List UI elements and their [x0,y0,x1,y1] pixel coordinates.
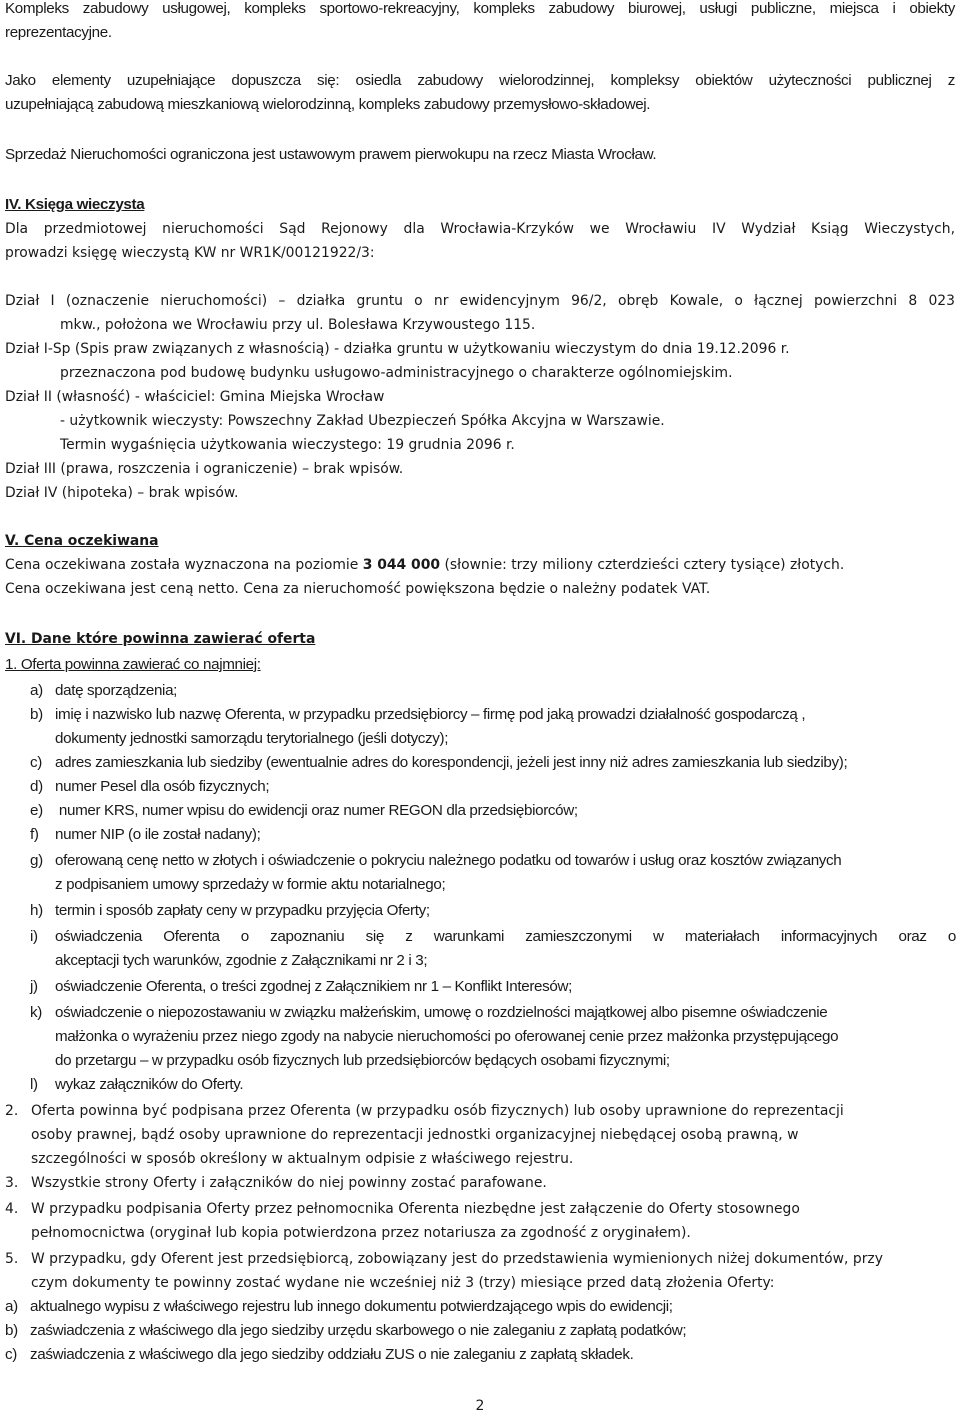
dzial-4-line: Dział IV (hipoteka) – brak wpisów. [5,485,239,501]
dzial-2-line-1: Dział II (własność) - właściciel: Gmina Miejska Wrocław [5,389,385,405]
section-v-line-1 [5,556,844,574]
point-5-line-2: czym dokumenty te powinny zostać wydane nie wcześniej niż 3 (trzy) miesiące przed datą złożenia Oferty: [31,1275,775,1291]
point-3: 3. Wszystkie strony Oferty i załączników do niej powinny zostać parafowane. [5,1175,547,1191]
section-vi-heading: VI. Dane które powinna zawierać oferta [5,631,316,647]
intro-line-4: uzupełniającą zabudową mieszkaniową wielorodzinną, kompleks zabudowy przemysłowo-składowej. [5,96,651,113]
price-value: 3 044 000 [362,557,441,573]
price-text-post: (słownie: trzy miliony czterdzieści cztery tysiące) złotych. [440,557,845,573]
point-2-line-3: szczególności w sposób określony w aktualnym odpisie z właściwego rejestru. [31,1151,574,1167]
item-k-line-1: k) oświadczenie o niepozostawaniu w związku małżeńskim, umowę o rozdzielności majątkowej albo pisemne oświadczenie [30,1004,828,1021]
dzial-3-line: Dział III (prawa, roszczenia i ograniczenie) – brak wpisów. [5,461,404,477]
section-v-heading: V. Cena oczekiwana [5,533,159,549]
dzial-1-line-2: mkw., położona we Wrocławiu przy ul. Bolesława Krzywoustego 115. [60,317,536,333]
intro-line-5: Sprzedaż Nieruchomości ograniczona jest ustawowym prawem pierwokupu na rzecz Miasta Wrocław. [5,146,657,163]
item-f: f) numer NIP (o ile został nadany); [30,826,261,843]
dzial-1sp-line-1: Dział I-Sp (Spis praw związanych z własnością) - działka gruntu w użytkowaniu wieczystym do dnia 19.12.2096 r. [5,341,790,357]
intro-line-1: Kompleks zabudowy usługowej, kompleks sportowo-rekreacyjny, kompleks zabudowy biurowej, usługi publiczne, miejsca i obiekty [5,0,955,17]
item-e: e) numer KRS, numer wpisu do ewidencji oraz numer REGON dla przedsiębiorców; [30,802,578,819]
section-iv-heading: IV. Księga wieczysta [5,196,145,213]
item-i-line-1: i) oświadczenia Oferenta o zapoznaniu się z warunkami zamieszczonymi w materiałach informacyjnych oraz o [30,928,956,945]
item-l: l) wykaz załączników do Oferty. [30,1076,244,1093]
page-number: 2 [475,1398,485,1414]
intro-line-2: reprezentacyjne. [5,24,112,41]
item-k-line-2: małżonka o wyrażeniu przez niego zgody na nabycie nieruchomości po oferowanej cenie przez małżonka przystępującego [55,1028,839,1045]
item-i-line-2: akceptacji tych warunków, zgodnie z Załącznikami nr 2 i 3; [55,952,428,969]
point-2-line-1: 2. Oferta powinna być podpisana przez Oferenta (w przypadku osób fizycznych) lub osoby uprawnione do reprezentacji [5,1103,844,1119]
price-text-pre: Cena oczekiwana została wyznaczona na poziomie [5,557,363,573]
item-k-line-3: do przetargu – w przypadku osób fizycznych lub przedsiębiorców będących osobami fizycznymi; [55,1052,670,1069]
item-h: h) termin i sposób zapłaty ceny w przypadku przyjęcia Oferty; [30,902,430,919]
intro-line-3: Jako elementy uzupełniające dopuszcza się: osiedla zabudowy wielorodzinnej, kompleksy obiektów użyteczności publicznej z [5,72,955,89]
dzial-2-line-3: Termin wygaśnięcia użytkowania wieczystego: 19 grudnia 2096 r. [60,437,515,453]
dzial-2-line-2: - użytkownik wieczysty: Powszechny Zakład Ubezpieczeń Spółka Akcyjna w Warszawie. [60,413,665,429]
doc-item-b: b) zaświadczenia z właściwego dla jego siedziby urzędu skarbowego o nie zaleganiu z zapłatą podatków; [5,1322,687,1339]
doc-item-c: c) zaświadczenia z właściwego dla jego siedziby oddziału ZUS o nie zaleganiu z zapłatą składek. [5,1346,634,1363]
dzial-1-line-1: Dział I (oznaczenie nieruchomości) – działka gruntu o nr ewidencyjnym 96/2, obręb Kowale, o łącznej powierzchni 8 023 [5,293,955,309]
point-1-header: 1. Oferta powinna zawierać co najmniej: [5,656,261,673]
section-v-line-2: Cena oczekiwana jest ceną netto. Cena za nieruchomość powiększona będzie o należny podatek VAT. [5,581,711,597]
doc-item-a: a) aktualnego wypisu z właściwego rejestru lub innego dokumentu potwierdzającego wpis do ewidencji; [5,1298,673,1315]
item-b-line-1: b) imię i nazwisko lub nazwę Oferenta, w przypadku przedsiębiorcy – firmę pod jaką prowadzi działalność gospodarczą , [30,706,806,723]
section-iv-line-2: prowadzi księgę wieczystą KW nr WR1K/00121922/3: [5,245,375,261]
item-j: j) oświadczenie Oferenta, o treści zgodnej z Załącznikiem nr 1 – Konflikt Interesów; [30,978,572,995]
point-4-line-1: 4. W przypadku podpisania Oferty przez pełnomocnika Oferenta niezbędne jest załączenie do Oferty stosownego [5,1201,800,1217]
point-2-line-2: osoby prawnej, bądź osoby uprawnione do reprezentacji jednostki organizacyjnej niebędącej osobą prawną, w [31,1127,799,1143]
item-a: a) datę sporządzenia; [30,682,178,699]
item-d: d) numer Pesel dla osób fizycznych; [30,778,270,795]
section-iv-line-1: Dla przedmiotowej nieruchomości Sąd Rejonowy dla Wrocławia-Krzyków we Wrocławiu IV Wydział Ksiąg Wieczystych, [5,221,955,237]
item-b-line-2: dokumenty jednostki samorządu terytorialnego (jeśli dotyczy); [55,730,449,747]
point-5-line-1: 5. W przypadku, gdy Oferent jest przedsiębiorcą, zobowiązany jest do przedstawienia wymienionych niżej dokumentów, przy [5,1251,883,1267]
item-g-line-2: z podpisaniem umowy sprzedaży w formie aktu notarialnego; [55,876,446,893]
item-c: c) adres zamieszkania lub siedziby (ewentualnie adres do korespondencji, jeżeli jest inny niż adres zamieszkania lub siedziby); [30,754,848,771]
point-4-line-2: pełnomocnictwa (oryginał lub kopia potwierdzona przez notariusza za zgodność z oryginałem). [31,1225,691,1241]
dzial-1sp-line-2: przeznaczona pod budowę budynku usługowo-administracyjnego o charakterze ogólnomiejskim. [60,365,733,381]
item-g-line-1: g) oferowaną cenę netto w złotych i oświadczenie o pokryciu należnego podatku od towarów i usług oraz kosztów związanych [30,852,842,869]
